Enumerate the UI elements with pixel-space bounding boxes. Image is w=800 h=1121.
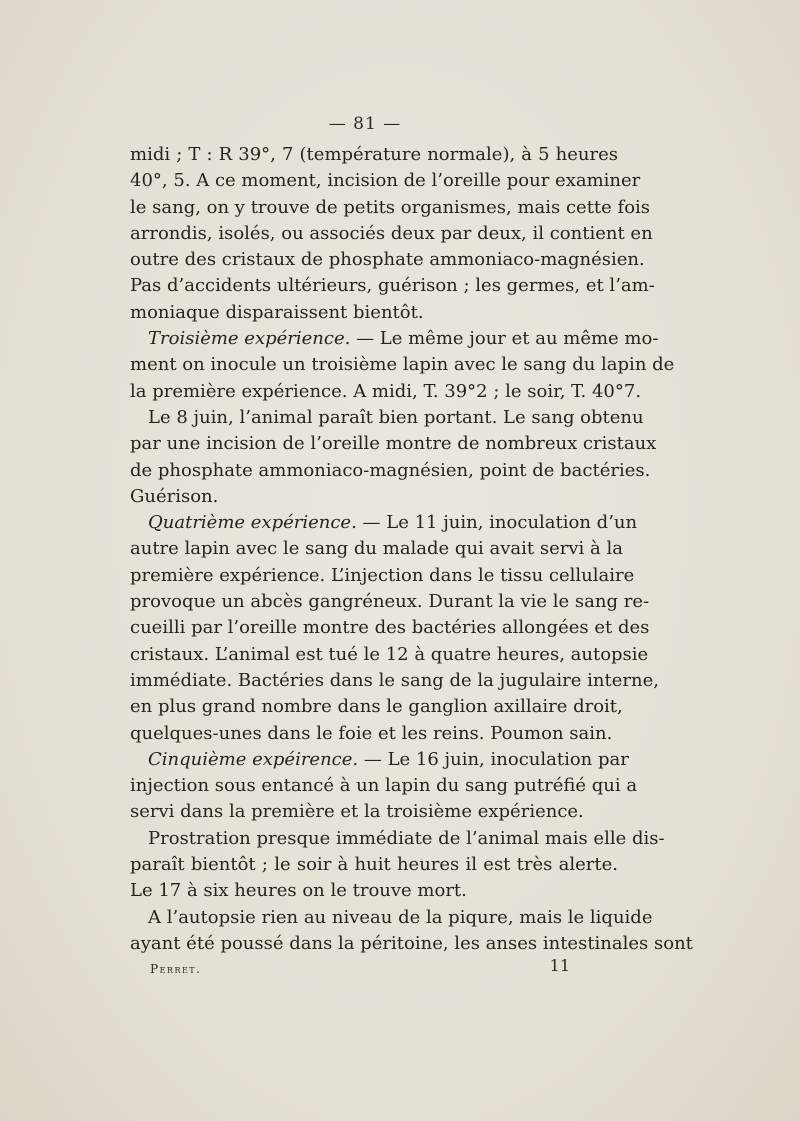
text-line: A l’autopsie rien au niveau de la piqure, mais le liquide — [148, 906, 653, 928]
text-line: Le 8 juin, l’animal paraît bien portant. Le sang obtenu — [148, 406, 644, 428]
text-line: en plus grand nombre dans le ganglion axillaire droit, — [130, 696, 623, 718]
paragraph — [130, 826, 665, 905]
paragraph — [130, 405, 657, 510]
section-heading: Cinquième expéirence. — [148, 748, 359, 770]
text-line: première expérience. L’injection dans le tissu cellulaire — [130, 564, 635, 586]
text-line: cristaux. L’animal est tué le 12 à quatre heures, autopsie — [130, 643, 649, 665]
footer-author: Perret. — [150, 962, 202, 976]
text-line — [130, 510, 638, 536]
text-line: cueilli par l’oreille montre des bactéries allongées et des — [130, 617, 650, 639]
text-line: autre lapin avec le sang du malade qui avait servi à la — [130, 538, 623, 560]
text-line: Pas d’accidents ultérieurs, guérison ; les germes, et l’am- — [130, 275, 655, 297]
text-line: quelques-unes dans le foie et les reins. Poumon sain. — [130, 722, 613, 744]
text-line: ayant été poussé dans la péritoine, les anses intestinales sont — [130, 932, 693, 954]
section-heading: Troisième expérience. — [148, 328, 351, 350]
text-line: outre des cristaux de phosphate ammoniaco-magnésien. — [130, 249, 645, 271]
text-fragment: — Le 11 juin, inoculation d’un — [356, 512, 638, 534]
text-line: immédiate. Bactéries dans le sang de la jugulaire interne, — [130, 669, 659, 691]
signature-mark: 11 — [549, 956, 570, 975]
text-line: arrondis, isolés, ou associés deux par deux, il contient en — [130, 222, 653, 244]
text-line: servi dans la première et la troisième expérience. — [130, 801, 584, 823]
text-line: ment on inocule un troisième lapin avec le sang du lapin de — [130, 354, 675, 376]
text-line: midi ; T : R 39°, 7 (température normale), à 5 heures — [130, 144, 618, 165]
footer — [150, 958, 570, 977]
text-line: Guérison. — [130, 485, 219, 507]
page-number: — 81 — — [328, 114, 402, 134]
text-line: 40°, 5. A ce moment, incision de l’oreille pour examiner — [130, 170, 641, 192]
text-line: par une incision de l’oreille montre de nombreux cristaux — [130, 433, 657, 455]
text-line: Le 17 à six heures on le trouve mort. — [130, 880, 467, 902]
section-heading: Quatrième expérience. — [148, 512, 357, 534]
text-line: le sang, on y trouve de petits organismes, mais cette fois — [130, 196, 651, 218]
text-line — [130, 326, 659, 352]
body-text — [130, 142, 693, 957]
paragraph — [130, 747, 638, 826]
paragraph — [130, 142, 655, 326]
text-fragment: — Le même jour et au même mo- — [350, 328, 659, 350]
text-line — [130, 747, 629, 773]
text-line: paraît bientôt ; le soir à huit heures il est très alerte. — [130, 854, 618, 876]
text-line: Prostration presque immédiate de l’animal mais elle dis- — [148, 827, 665, 849]
text-fragment: — Le 16 juin, inoculation par — [358, 748, 629, 770]
text-line: la première expérience. A midi, T. 39°2 ; le soir, T. 40°7. — [130, 380, 642, 402]
text-line: injection sous entancé à un lapin du sang putréfié qui a — [130, 775, 638, 797]
paragraph — [130, 326, 675, 405]
paragraph — [130, 905, 693, 958]
text-line: moniaque disparaissent bientôt. — [130, 301, 424, 323]
text-line: de phosphate ammoniaco-magnésien, point de bactéries. — [130, 459, 651, 481]
paragraph — [130, 510, 659, 747]
text-line: provoque un abcès gangréneux. Durant la vie le sang re- — [130, 591, 650, 613]
